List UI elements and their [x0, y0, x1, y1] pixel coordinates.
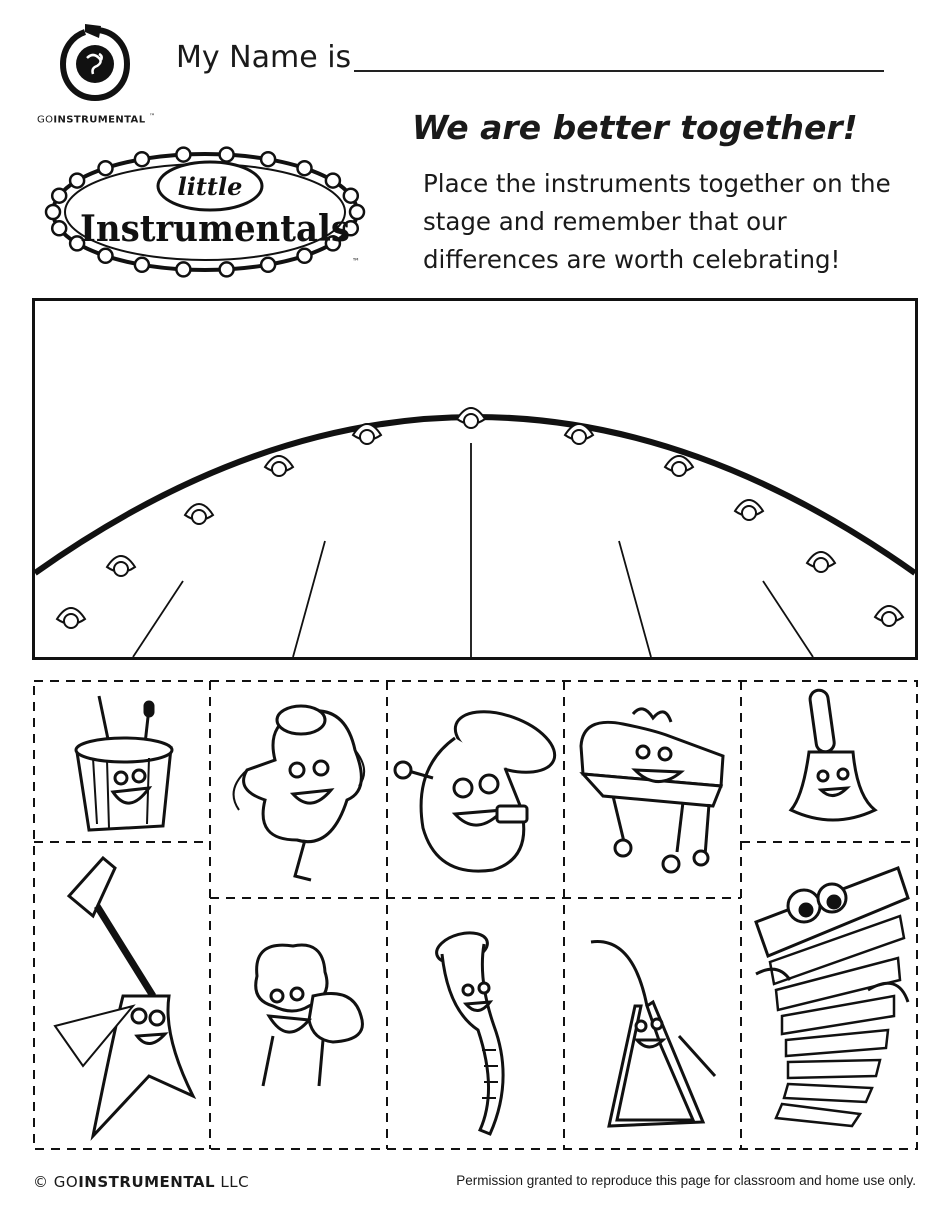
name-write-line[interactable]	[354, 70, 884, 72]
activity-instructions: Place the instruments together on the stage and remember that our differences are worth celebrating!	[423, 169, 891, 274]
stage-light	[875, 606, 903, 626]
stage-light	[807, 552, 835, 572]
marquee-bulb	[350, 205, 364, 219]
cutout-piano[interactable]	[573, 696, 733, 886]
cutout-xylophone[interactable]	[748, 862, 913, 1132]
marquee-bulb	[298, 161, 312, 175]
goinstrumental-logo	[55, 22, 135, 118]
stage-illustration	[35, 301, 915, 657]
marquee-bulb	[176, 262, 190, 276]
logo-word-little: little	[177, 172, 243, 201]
stage-light	[735, 500, 763, 520]
cutout-tuba[interactable]	[393, 698, 563, 888]
stage-light	[265, 456, 293, 476]
cutout-flute[interactable]	[428, 930, 528, 1140]
name-prompt-label: My Name is	[176, 40, 352, 75]
flute-character-icon	[428, 930, 528, 1140]
marquee-bulb	[99, 249, 113, 263]
stage-light	[185, 504, 213, 524]
cutout-maracas[interactable]	[233, 936, 373, 1126]
copyright-notice: © GOINSTRUMENTAL LLC	[33, 1173, 250, 1191]
stage-light	[57, 608, 85, 628]
maracas-character-icon	[233, 936, 373, 1126]
stage-light	[107, 556, 135, 576]
xylophone-character-icon	[748, 862, 913, 1132]
marquee-bulb	[344, 189, 358, 203]
logo-word-instrumentals: Instrumentals	[80, 208, 350, 250]
cutout-bell[interactable]	[773, 686, 893, 836]
tuba-character-icon	[393, 698, 563, 888]
little-instrumentals-logo	[40, 138, 390, 288]
marquee-bulb	[220, 262, 234, 276]
marquee-bulb	[46, 205, 60, 219]
stage-light	[457, 408, 485, 428]
marquee-bulb	[261, 152, 275, 166]
marquee-bulb	[298, 249, 312, 263]
marquee-bulb	[52, 189, 66, 203]
bell-character-icon	[773, 686, 893, 836]
cutout-violin[interactable]	[225, 690, 375, 890]
stage-area[interactable]	[32, 298, 918, 660]
marquee-bulb	[261, 258, 275, 272]
cutout-drum[interactable]	[53, 688, 193, 838]
instrument-cutouts	[33, 680, 918, 1150]
cutout-triangle[interactable]	[583, 936, 733, 1136]
stage-light	[665, 456, 693, 476]
triangle-character-icon	[583, 936, 733, 1136]
marquee-bulb	[176, 148, 190, 162]
drum-character-icon	[53, 688, 193, 838]
cutout-guitar[interactable]	[53, 856, 203, 1146]
piano-character-icon	[573, 696, 733, 886]
marquee-bulb	[135, 258, 149, 272]
marquee-bulb	[326, 174, 340, 188]
marquee-bulb	[99, 161, 113, 175]
marquee-bulb	[220, 148, 234, 162]
marquee-bulb	[52, 221, 66, 235]
marquee-bulb	[70, 174, 84, 188]
logo-trademark: ™	[352, 257, 360, 266]
guitar-character-icon	[53, 856, 203, 1146]
marquee-bulb	[135, 152, 149, 166]
brand-name: GOINSTRUMENTAL ™	[37, 113, 156, 126]
violin-character-icon	[225, 690, 375, 890]
permission-notice: Permission granted to reproduce this page for classroom and home use only.	[456, 1173, 916, 1188]
activity-heading: We are better together!	[412, 108, 858, 147]
